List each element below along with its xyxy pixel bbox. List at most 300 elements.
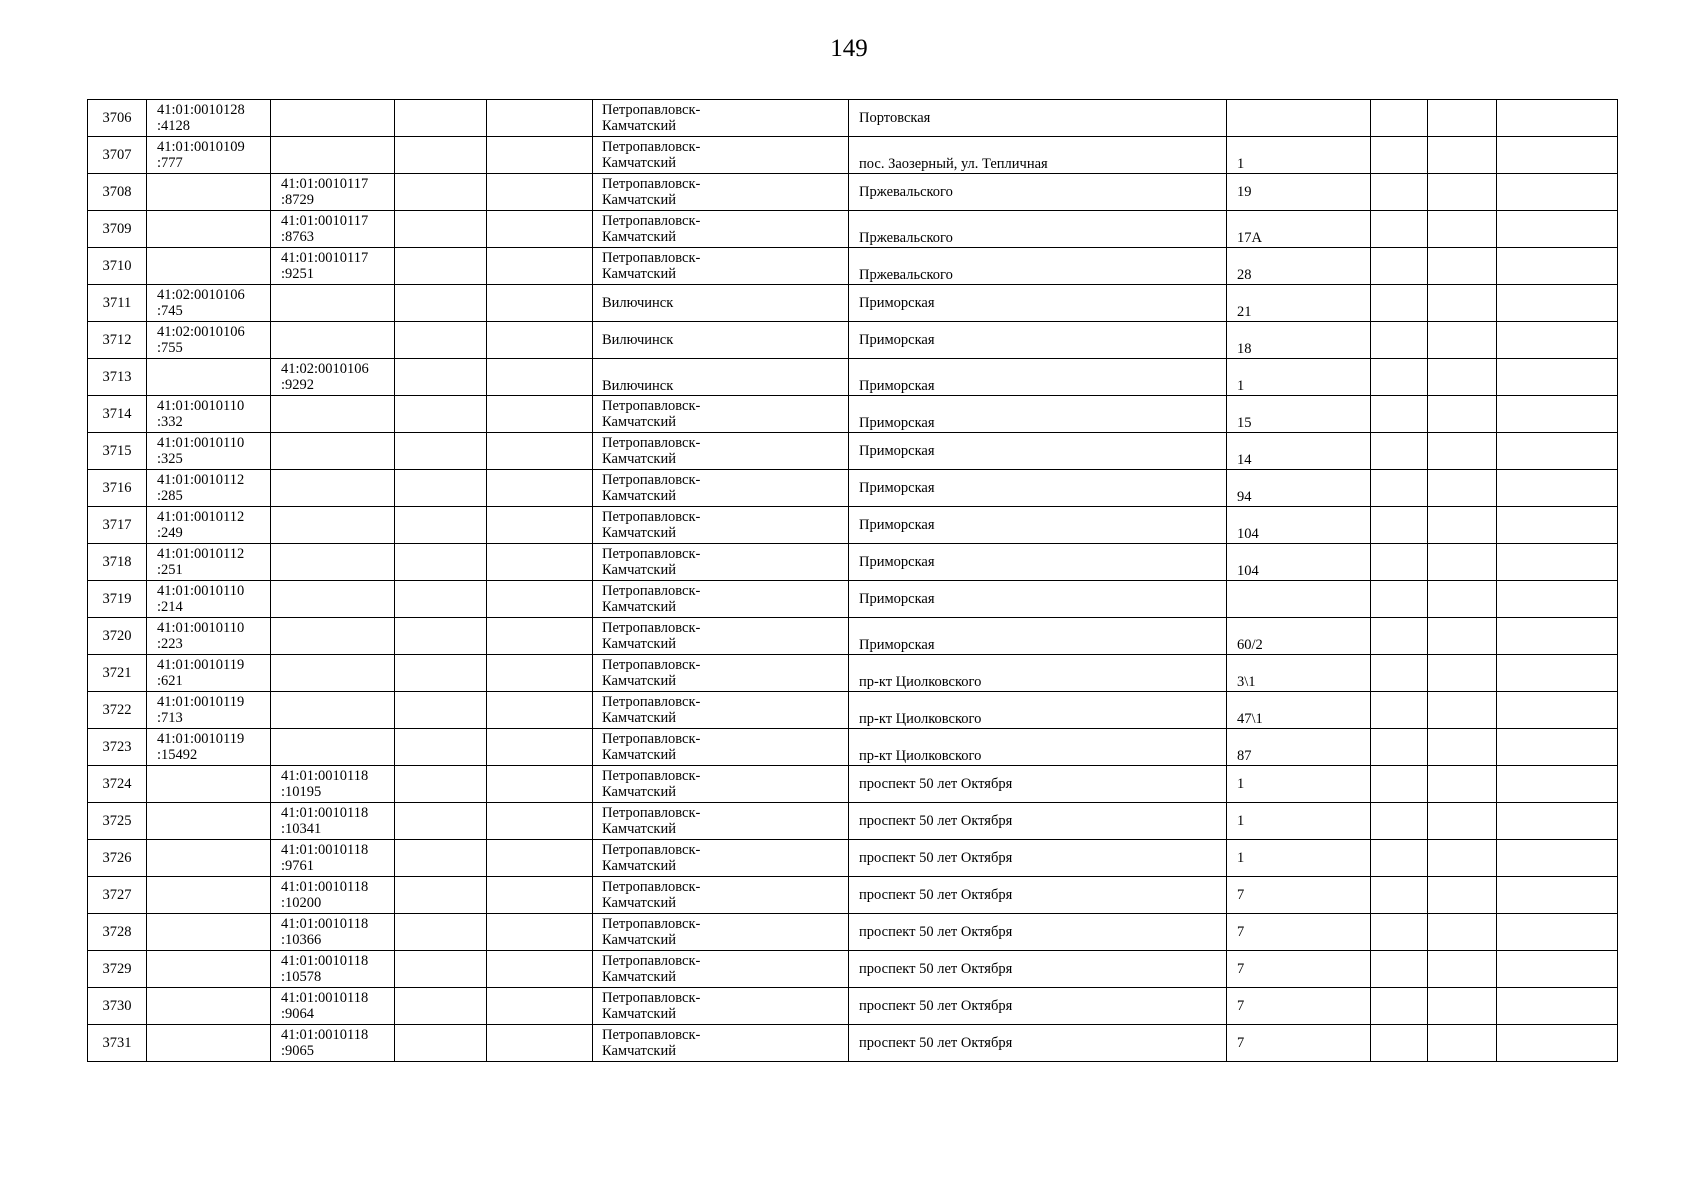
house-number-cell: 28 — [1227, 248, 1371, 285]
cell-line: Петропавловск- — [602, 138, 701, 155]
cadastral-number-a — [147, 359, 271, 396]
table-row — [88, 100, 1618, 137]
row-number: 3712 — [88, 322, 147, 359]
cell-line: Петропавловск- — [602, 582, 701, 599]
street-cell: Пржевальского — [849, 174, 1227, 211]
cell-line: 41:01:0010128 — [157, 101, 245, 118]
empty-cell — [1497, 544, 1618, 581]
empty-cell — [1371, 396, 1428, 433]
house-number-cell: 1 — [1227, 840, 1371, 877]
row-number: 3722 — [88, 692, 147, 729]
empty-cell — [1428, 174, 1497, 211]
street-cell: проспект 50 лет Октября — [849, 840, 1227, 877]
city-cell — [593, 581, 849, 618]
cell-line: :9292 — [281, 376, 315, 393]
house-number-cell: 18 — [1227, 322, 1371, 359]
empty-cell — [1371, 137, 1428, 174]
cell-line: Камчатский — [602, 450, 676, 467]
empty-cell — [1371, 285, 1428, 322]
street-cell: Пржевальского — [849, 211, 1227, 248]
street-cell: Приморская — [849, 396, 1227, 433]
cadastral-number-a — [147, 729, 271, 766]
empty-cell — [487, 766, 593, 803]
table-row — [88, 211, 1618, 248]
city-cell — [593, 174, 849, 211]
cell-line: Камчатский — [602, 524, 676, 541]
empty-cell — [1428, 766, 1497, 803]
street-cell: проспект 50 лет Октября — [849, 803, 1227, 840]
street-cell: Приморская — [849, 470, 1227, 507]
street-cell: Приморская — [849, 433, 1227, 470]
house-number-cell: 60/2 — [1227, 618, 1371, 655]
empty-cell — [395, 1025, 487, 1062]
cadastral-number-a — [147, 322, 271, 359]
empty-cell — [1497, 803, 1618, 840]
cell-line: 41:01:0010118 — [281, 804, 369, 821]
cell-line: :8763 — [281, 228, 315, 245]
empty-cell — [1428, 100, 1497, 137]
cell-line: :10578 — [281, 968, 322, 985]
cell-line: 41:01:0010117 — [281, 249, 369, 266]
empty-cell — [487, 359, 593, 396]
cell-line: 41:01:0010118 — [281, 915, 369, 932]
city-cell — [593, 766, 849, 803]
empty-cell — [1497, 396, 1618, 433]
cell-line: :249 — [157, 524, 183, 541]
street-cell: проспект 50 лет Октября — [849, 914, 1227, 951]
street-cell: Приморская — [849, 285, 1227, 322]
street-cell: Приморская — [849, 544, 1227, 581]
house-number-cell: 7 — [1227, 951, 1371, 988]
cell-line: :621 — [157, 672, 183, 689]
house-number-cell: 104 — [1227, 544, 1371, 581]
cell-line: 41:01:0010118 — [281, 878, 369, 895]
empty-cell — [487, 618, 593, 655]
row-number: 3706 — [88, 100, 147, 137]
cadastral-number-a — [147, 692, 271, 729]
empty-cell — [1428, 396, 1497, 433]
empty-cell — [487, 470, 593, 507]
table-row — [88, 988, 1618, 1025]
city-cell — [593, 137, 849, 174]
street-cell: Приморская — [849, 359, 1227, 396]
cell-line: 41:01:0010118 — [281, 767, 369, 784]
empty-cell — [1371, 100, 1428, 137]
cadastral-number-b — [271, 433, 395, 470]
page-number: 149 — [830, 35, 868, 62]
empty-cell — [1497, 507, 1618, 544]
empty-cell — [487, 174, 593, 211]
house-number-cell: 21 — [1227, 285, 1371, 322]
empty-cell — [487, 285, 593, 322]
cell-line: 41:02:0010106 — [157, 286, 245, 303]
cell-line: :713 — [157, 709, 183, 726]
empty-cell — [395, 100, 487, 137]
table-row — [88, 433, 1618, 470]
empty-cell — [487, 433, 593, 470]
empty-cell — [395, 433, 487, 470]
empty-cell — [487, 877, 593, 914]
street-cell: пр-кт Циолковского — [849, 729, 1227, 766]
empty-cell — [1497, 322, 1618, 359]
cadastral-number-a — [147, 544, 271, 581]
cell-line: Петропавловск- — [602, 804, 701, 821]
cell-line: :10200 — [281, 894, 322, 911]
empty-cell — [1428, 618, 1497, 655]
city-cell — [593, 322, 849, 359]
table-row — [88, 137, 1618, 174]
cell-line: :223 — [157, 635, 183, 652]
cell-line: 41:01:0010112 — [157, 508, 245, 525]
table-row — [88, 803, 1618, 840]
empty-cell — [395, 729, 487, 766]
cell-line: :251 — [157, 561, 183, 578]
row-number: 3708 — [88, 174, 147, 211]
cell-line: Камчатский — [602, 265, 676, 282]
cadastral-number-b — [271, 766, 395, 803]
empty-cell — [1428, 877, 1497, 914]
cell-line: 41:01:0010118 — [281, 841, 369, 858]
row-number: 3725 — [88, 803, 147, 840]
empty-cell — [1371, 618, 1428, 655]
registry-table — [87, 99, 1618, 1062]
empty-cell — [1371, 211, 1428, 248]
cell-line: Камчатский — [602, 1042, 676, 1059]
cadastral-number-b — [271, 581, 395, 618]
empty-cell — [1428, 359, 1497, 396]
cell-line: 41:01:0010112 — [157, 471, 245, 488]
empty-cell — [1428, 433, 1497, 470]
row-number: 3729 — [88, 951, 147, 988]
empty-cell — [1428, 544, 1497, 581]
cell-line: Камчатский — [602, 191, 676, 208]
cell-line: Камчатский — [602, 413, 676, 430]
cell-line: 41:01:0010117 — [281, 175, 369, 192]
empty-cell — [1497, 137, 1618, 174]
cell-line: Вилючинск — [602, 331, 674, 348]
empty-cell — [1371, 914, 1428, 951]
city-cell — [593, 100, 849, 137]
cell-line: 41:02:0010106 — [281, 360, 369, 377]
row-number: 3707 — [88, 137, 147, 174]
empty-cell — [1371, 840, 1428, 877]
city-cell — [593, 544, 849, 581]
empty-cell — [395, 655, 487, 692]
empty-cell — [1371, 174, 1428, 211]
empty-cell — [395, 359, 487, 396]
table-row — [88, 729, 1618, 766]
city-cell — [593, 1025, 849, 1062]
cadastral-number-a — [147, 211, 271, 248]
cell-line: Петропавловск- — [602, 1026, 701, 1043]
empty-cell — [1371, 544, 1428, 581]
row-number: 3723 — [88, 729, 147, 766]
cell-line: Камчатский — [602, 820, 676, 837]
cadastral-number-b — [271, 322, 395, 359]
cell-line: :15492 — [157, 746, 198, 763]
empty-cell — [1371, 729, 1428, 766]
cadastral-number-b — [271, 359, 395, 396]
empty-cell — [395, 211, 487, 248]
table-row — [88, 877, 1618, 914]
empty-cell — [1497, 840, 1618, 877]
city-cell — [593, 840, 849, 877]
cadastral-number-a — [147, 248, 271, 285]
cell-line: 41:01:0010117 — [281, 212, 369, 229]
empty-cell — [1428, 1025, 1497, 1062]
cell-line: :10366 — [281, 931, 322, 948]
row-number: 3730 — [88, 988, 147, 1025]
cadastral-number-b — [271, 840, 395, 877]
cell-line: Петропавловск- — [602, 952, 701, 969]
empty-cell — [395, 877, 487, 914]
empty-cell — [487, 692, 593, 729]
row-number: 3731 — [88, 1025, 147, 1062]
empty-cell — [1428, 322, 1497, 359]
cell-line: Камчатский — [602, 857, 676, 874]
cell-line: Камчатский — [602, 968, 676, 985]
empty-cell — [1497, 951, 1618, 988]
row-number: 3720 — [88, 618, 147, 655]
empty-cell — [1497, 692, 1618, 729]
table-row — [88, 951, 1618, 988]
cell-line: 41:01:0010118 — [281, 1026, 369, 1043]
city-cell — [593, 877, 849, 914]
empty-cell — [1428, 211, 1497, 248]
cell-line: Камчатский — [602, 931, 676, 948]
street-cell: Приморская — [849, 618, 1227, 655]
empty-cell — [395, 322, 487, 359]
street-cell: проспект 50 лет Октября — [849, 1025, 1227, 1062]
house-number-cell: 47\1 — [1227, 692, 1371, 729]
row-number: 3728 — [88, 914, 147, 951]
city-cell — [593, 951, 849, 988]
cell-line: Камчатский — [602, 598, 676, 615]
empty-cell — [487, 729, 593, 766]
street-cell: Приморская — [849, 581, 1227, 618]
empty-cell — [395, 951, 487, 988]
row-number: 3719 — [88, 581, 147, 618]
city-cell — [593, 988, 849, 1025]
empty-cell — [1428, 951, 1497, 988]
house-number-cell: 17А — [1227, 211, 1371, 248]
row-number: 3721 — [88, 655, 147, 692]
table-row — [88, 692, 1618, 729]
city-cell — [593, 248, 849, 285]
city-cell — [593, 914, 849, 951]
cell-line: Петропавловск- — [602, 212, 701, 229]
cell-line: Камчатский — [602, 709, 676, 726]
cell-line: :755 — [157, 339, 183, 356]
house-number-cell: 15 — [1227, 396, 1371, 433]
empty-cell — [1428, 840, 1497, 877]
empty-cell — [395, 766, 487, 803]
cadastral-number-b — [271, 655, 395, 692]
cell-line: :745 — [157, 302, 183, 319]
house-number-cell: 19 — [1227, 174, 1371, 211]
empty-cell — [1371, 248, 1428, 285]
cell-line: 41:01:0010112 — [157, 545, 245, 562]
house-number-cell: 94 — [1227, 470, 1371, 507]
empty-cell — [487, 544, 593, 581]
empty-cell — [1428, 470, 1497, 507]
city-cell — [593, 729, 849, 766]
empty-cell — [1428, 914, 1497, 951]
house-number-cell: 1 — [1227, 137, 1371, 174]
cell-line: Камчатский — [602, 672, 676, 689]
empty-cell — [487, 914, 593, 951]
cell-line: 41:01:0010118 — [281, 989, 369, 1006]
empty-cell — [487, 100, 593, 137]
empty-cell — [1428, 692, 1497, 729]
cadastral-number-b — [271, 988, 395, 1025]
empty-cell — [1497, 655, 1618, 692]
empty-cell — [1497, 729, 1618, 766]
empty-cell — [1371, 1025, 1428, 1062]
empty-cell — [395, 544, 487, 581]
street-cell: Приморская — [849, 507, 1227, 544]
empty-cell — [1371, 766, 1428, 803]
cadastral-number-b — [271, 285, 395, 322]
cadastral-number-a — [147, 396, 271, 433]
cell-line: Петропавловск- — [602, 730, 701, 747]
empty-cell — [1371, 581, 1428, 618]
city-cell — [593, 285, 849, 322]
empty-cell — [395, 914, 487, 951]
empty-cell — [1497, 174, 1618, 211]
empty-cell — [1497, 988, 1618, 1025]
row-number: 3716 — [88, 470, 147, 507]
cadastral-number-a — [147, 433, 271, 470]
cell-line: Вилючинск — [602, 294, 674, 311]
house-number-cell: 7 — [1227, 988, 1371, 1025]
empty-cell — [487, 988, 593, 1025]
cadastral-number-b — [271, 618, 395, 655]
cell-line: Вилючинск — [602, 378, 674, 394]
cadastral-number-b — [271, 951, 395, 988]
empty-cell — [1497, 100, 1618, 137]
street-cell: проспект 50 лет Октября — [849, 988, 1227, 1025]
street-cell: Портовская — [849, 100, 1227, 137]
cell-line: Петропавловск- — [602, 545, 701, 562]
row-number: 3727 — [88, 877, 147, 914]
empty-cell — [1371, 692, 1428, 729]
cell-line: :4128 — [157, 117, 191, 134]
house-number-cell: 14 — [1227, 433, 1371, 470]
city-cell — [593, 655, 849, 692]
empty-cell — [1497, 618, 1618, 655]
cell-line: Петропавловск- — [602, 693, 701, 710]
cadastral-number-a — [147, 803, 271, 840]
cell-line: 41:01:0010118 — [281, 952, 369, 969]
empty-cell — [1497, 248, 1618, 285]
empty-cell — [395, 803, 487, 840]
city-cell — [593, 359, 849, 396]
cadastral-number-b — [271, 729, 395, 766]
cadastral-number-a — [147, 507, 271, 544]
empty-cell — [1497, 581, 1618, 618]
table-row — [88, 322, 1618, 359]
empty-cell — [1497, 211, 1618, 248]
cell-line: Петропавловск- — [602, 434, 701, 451]
empty-cell — [1371, 322, 1428, 359]
cell-line: :214 — [157, 598, 183, 615]
cadastral-number-a — [147, 914, 271, 951]
street-cell: пр-кт Циолковского — [849, 655, 1227, 692]
empty-cell — [395, 396, 487, 433]
empty-cell — [487, 137, 593, 174]
empty-cell — [1371, 470, 1428, 507]
cadastral-number-a — [147, 766, 271, 803]
empty-cell — [395, 618, 487, 655]
table-row — [88, 1025, 1618, 1062]
empty-cell — [1497, 433, 1618, 470]
cell-line: Камчатский — [602, 635, 676, 652]
cadastral-number-b — [271, 174, 395, 211]
cell-line: Камчатский — [602, 117, 676, 134]
empty-cell — [487, 951, 593, 988]
house-number-cell: 104 — [1227, 507, 1371, 544]
empty-cell — [1497, 766, 1618, 803]
cell-line: 41:01:0010119 — [157, 693, 245, 710]
cadastral-number-a — [147, 100, 271, 137]
empty-cell — [395, 507, 487, 544]
empty-cell — [487, 840, 593, 877]
house-number-cell — [1227, 100, 1371, 137]
cell-line: Камчатский — [602, 487, 676, 504]
table-row — [88, 581, 1618, 618]
empty-cell — [1428, 988, 1497, 1025]
empty-cell — [1497, 285, 1618, 322]
cadastral-number-a — [147, 618, 271, 655]
cell-line: :285 — [157, 487, 183, 504]
street-cell: пр-кт Циолковского — [849, 692, 1227, 729]
cadastral-number-a — [147, 581, 271, 618]
cell-line: Камчатский — [602, 783, 676, 800]
empty-cell — [1371, 877, 1428, 914]
cadastral-number-a — [147, 285, 271, 322]
cell-line: 41:01:0010109 — [157, 138, 245, 155]
table-row — [88, 248, 1618, 285]
street-cell: проспект 50 лет Октября — [849, 766, 1227, 803]
empty-cell — [487, 211, 593, 248]
cell-line: :8729 — [281, 191, 315, 208]
empty-cell — [1428, 803, 1497, 840]
house-number-cell: 87 — [1227, 729, 1371, 766]
cell-line: Петропавловск- — [602, 101, 701, 118]
cell-line: :325 — [157, 450, 183, 467]
cell-line: :10195 — [281, 783, 322, 800]
cell-line: Петропавловск- — [602, 249, 701, 266]
empty-cell — [1497, 470, 1618, 507]
city-cell — [593, 618, 849, 655]
table-row — [88, 470, 1618, 507]
empty-cell — [1497, 359, 1618, 396]
cell-line: Камчатский — [602, 894, 676, 911]
empty-cell — [1371, 433, 1428, 470]
house-number-cell: 7 — [1227, 914, 1371, 951]
empty-cell — [395, 137, 487, 174]
house-number-cell: 3\1 — [1227, 655, 1371, 692]
row-number: 3711 — [88, 285, 147, 322]
cadastral-number-b — [271, 877, 395, 914]
row-number: 3710 — [88, 248, 147, 285]
cell-line: Камчатский — [602, 746, 676, 763]
row-number: 3718 — [88, 544, 147, 581]
empty-cell — [1371, 803, 1428, 840]
empty-cell — [1371, 507, 1428, 544]
cell-line: Камчатский — [602, 561, 676, 578]
